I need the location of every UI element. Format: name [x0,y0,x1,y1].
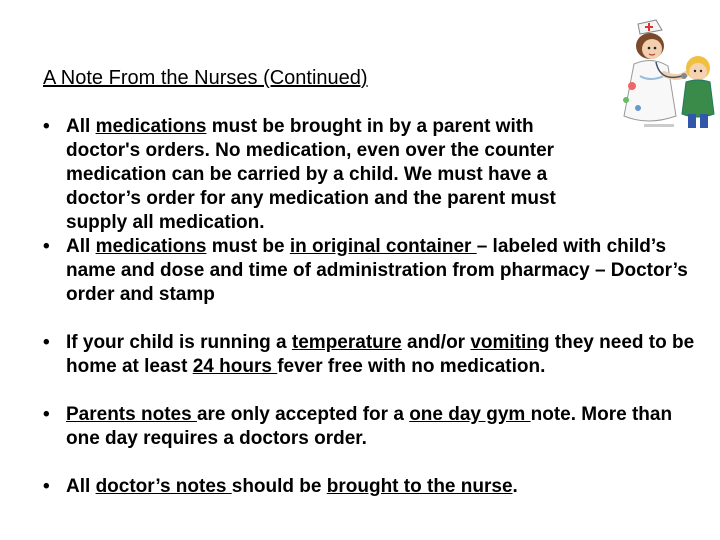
bullet-dot: • [43,236,50,257]
bullet-dot: • [43,476,50,497]
nurse-with-child-clipart [604,16,718,134]
bullet-dot: • [43,332,50,353]
bullet-parents-notes: • Parents notes are only accepted for a one day gym note. More than one day requires a doctors order. [43,404,673,449]
bullet-doctors-notes: • All doctor’s notes should be brought to the nurse. [43,476,518,497]
bullet-temperature-vomiting: • If your child is running a temperature and/or vomiting they need to be home at least 24 hours fever free with no medication. [43,332,695,377]
page-title: A Note From the Nurses (Continued) [43,67,368,89]
bullet-original-container: • All medications must be in original container – labeled with child’s name and dose and time of administration from pharmacy – Doctor’s order and stamp [43,236,688,305]
bullet-dot: • [43,116,50,137]
bullet-dot: • [43,404,50,425]
bullet-medications-parent: • All medications must be brought in by a parent with doctor's orders. No medication, even over the counter medication can be carried by a child. We must have a doctor’s order for any medication and the parent must supply all medication. [43,116,556,233]
